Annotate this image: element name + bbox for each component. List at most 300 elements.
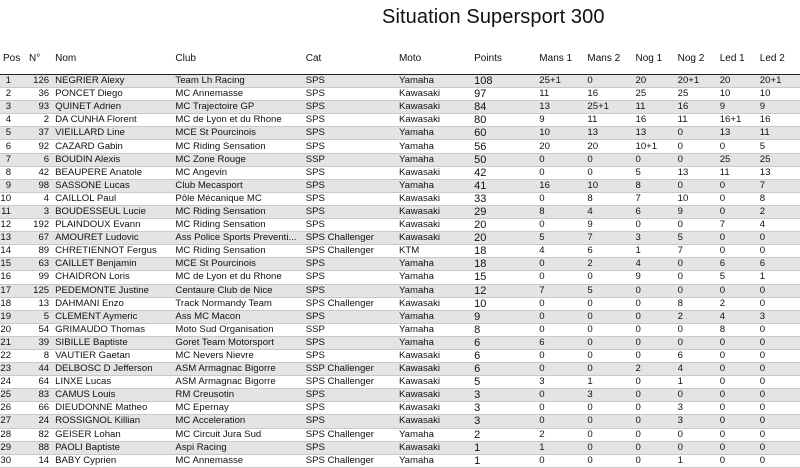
cell-mans1: 11 [539, 88, 587, 101]
cell-nog2: 0 [678, 127, 720, 140]
page-title: Situation Supersport 300 [382, 6, 605, 28]
cell-club: MC Riding Sensation [175, 140, 305, 153]
cell-mans1: 0 [539, 389, 587, 402]
table-row [0, 127, 800, 140]
cell-club: ASM Armagnac Bigorre [175, 363, 305, 376]
cell-pos: 13 [0, 232, 15, 245]
cell-led2: 20+1 [760, 75, 800, 88]
cell-led1: 13 [720, 127, 760, 140]
cell-club: Aspi Racing [175, 441, 305, 454]
table-row [0, 454, 800, 467]
cell-moto: Yamaha [399, 258, 474, 271]
cell-mans1: 25+1 [539, 75, 587, 88]
cell-num: 3 [15, 205, 53, 218]
cell-nog1: 0 [636, 376, 678, 389]
cell-mans2: 16 [587, 88, 635, 101]
cell-pos: 6 [0, 140, 15, 153]
cell-led2: 0 [760, 402, 800, 415]
cell-name: CAILLET Benjamin [53, 258, 175, 271]
table-row [0, 101, 800, 114]
cell-mans1: 1 [539, 441, 587, 454]
table-row [0, 192, 800, 205]
cell-club: MC Acceleration [175, 415, 305, 428]
cell-nog1: 0 [636, 153, 678, 166]
header-rule [0, 64, 800, 75]
cell-num: 89 [15, 245, 53, 258]
cell-cat: SPS [306, 271, 399, 284]
cell-led1: 0 [720, 389, 760, 402]
cell-mans2: 0 [587, 428, 635, 441]
cell-name: PONCET Diego [53, 88, 175, 101]
cell-mans2: 5 [587, 284, 635, 297]
cell-moto: Kawasaki [399, 389, 474, 402]
cell-name: CLEMENT Aymeric [53, 310, 175, 323]
cell-led1: 0 [720, 415, 760, 428]
cell-points: 3 [474, 415, 539, 428]
cell-club: Team Lh Racing [175, 75, 305, 88]
cell-cat: SPS [306, 75, 399, 88]
cell-cat: SPS Challenger [306, 376, 399, 389]
cell-club: Goret Team Motorsport [175, 336, 305, 349]
cell-name: PLAINDOUX Evann [53, 219, 175, 232]
cell-mans2: 10 [587, 179, 635, 192]
cell-points: 3 [474, 389, 539, 402]
cell-nog1: 11 [636, 101, 678, 114]
cell-num: 8 [15, 349, 53, 362]
cell-mans2: 25+1 [587, 101, 635, 114]
cell-club: Ass MC Macon [175, 310, 305, 323]
cell-mans2: 0 [587, 336, 635, 349]
table-row [0, 75, 800, 88]
cell-club: MCE St Pourcinois [175, 127, 305, 140]
cell-name: DAHMANI Enzo [53, 297, 175, 310]
cell-cat: SPS [306, 284, 399, 297]
cell-mans1: 16 [539, 179, 587, 192]
cell-cat: SPS [306, 402, 399, 415]
cell-num: 192 [15, 219, 53, 232]
cell-cat: SPS [306, 389, 399, 402]
cell-led1: 25 [720, 153, 760, 166]
cell-nog2: 16 [678, 101, 720, 114]
cell-mans2: 6 [587, 245, 635, 258]
cell-points: 8 [474, 323, 539, 336]
cell-name: BOUDESSEUL Lucie [53, 205, 175, 218]
cell-cat: SPS [306, 114, 399, 127]
cell-name: NEGRIER Alexy [53, 75, 175, 88]
cell-cat: SPS [306, 179, 399, 192]
cell-nog1: 3 [636, 232, 678, 245]
cell-num: 92 [15, 140, 53, 153]
cell-mans2: 9 [587, 219, 635, 232]
cell-nog1: 0 [636, 297, 678, 310]
cell-nog2: 3 [678, 402, 720, 415]
cell-points: 1 [474, 454, 539, 467]
cell-points: 20 [474, 232, 539, 245]
cell-pos: 7 [0, 153, 15, 166]
cell-led1: 0 [720, 454, 760, 467]
cell-num: 4 [15, 192, 53, 205]
cell-pos: 23 [0, 363, 15, 376]
cell-mans1: 2 [539, 428, 587, 441]
table-row [0, 284, 800, 297]
cell-points: 12 [474, 284, 539, 297]
cell-nog2: 9 [678, 205, 720, 218]
cell-moto: Yamaha [399, 323, 474, 336]
cell-nog2: 8 [678, 297, 720, 310]
cell-name: QUINET Adrien [53, 101, 175, 114]
cell-led2: 0 [760, 389, 800, 402]
cell-moto: Kawasaki [399, 219, 474, 232]
cell-mans1: 0 [539, 415, 587, 428]
table-row [0, 205, 800, 218]
cell-nog1: 16 [636, 114, 678, 127]
cell-pos: 27 [0, 415, 15, 428]
table-row [0, 363, 800, 376]
cell-mans2: 0 [587, 310, 635, 323]
table-row [0, 402, 800, 415]
cell-num: 83 [15, 389, 53, 402]
cell-pos: 25 [0, 389, 15, 402]
table-row [0, 349, 800, 362]
cell-moto: Kawasaki [399, 402, 474, 415]
cell-led1: 11 [720, 166, 760, 179]
cell-mans2: 0 [587, 349, 635, 362]
cell-num: 36 [15, 88, 53, 101]
cell-led2: 0 [760, 441, 800, 454]
cell-led2: 0 [760, 323, 800, 336]
cell-led1: 7 [720, 219, 760, 232]
cell-led2: 0 [760, 245, 800, 258]
header-points: Points [474, 53, 502, 64]
table-row [0, 114, 800, 127]
table-row [0, 219, 800, 232]
cell-moto: Kawasaki [399, 297, 474, 310]
cell-nog1: 5 [636, 166, 678, 179]
cell-num: 98 [15, 179, 53, 192]
table-row [0, 428, 800, 441]
cell-nog2: 0 [678, 258, 720, 271]
cell-num: 24 [15, 415, 53, 428]
cell-moto: KTM [399, 245, 474, 258]
header-cat: Cat [305, 53, 322, 64]
cell-nog2: 3 [678, 415, 720, 428]
cell-moto: Kawasaki [399, 232, 474, 245]
cell-nog1: 4 [636, 258, 678, 271]
cell-club: Pôle Mécanique MC [175, 192, 305, 205]
cell-points: 3 [474, 402, 539, 415]
cell-mans2: 4 [587, 205, 635, 218]
cell-name: AMOURET Ludovic [53, 232, 175, 245]
cell-led1: 0 [720, 205, 760, 218]
cell-num: 64 [15, 376, 53, 389]
cell-nog2: 0 [678, 336, 720, 349]
cell-club: MC Angevin [175, 166, 305, 179]
cell-cat: SSP [306, 153, 399, 166]
cell-club: MC Nevers Nievre [175, 349, 305, 362]
cell-cat: SSP Challenger [306, 363, 399, 376]
cell-moto: Kawasaki [399, 349, 474, 362]
table-row [0, 389, 800, 402]
cell-led2: 0 [760, 428, 800, 441]
table-body [0, 75, 800, 468]
table-row [0, 297, 800, 310]
cell-nog2: 0 [678, 389, 720, 402]
cell-moto: Kawasaki [399, 205, 474, 218]
cell-cat: SPS [306, 258, 399, 271]
cell-name: VAUTIER Gaetan [53, 349, 175, 362]
cell-pos: 14 [0, 245, 15, 258]
cell-cat: SPS [306, 205, 399, 218]
cell-nog2: 10 [678, 192, 720, 205]
cell-nog1: 0 [636, 441, 678, 454]
header-nog1: Nog 1 [635, 53, 663, 64]
cell-club: RM Creusotin [175, 389, 305, 402]
cell-num: 44 [15, 363, 53, 376]
cell-club: MC de Lyon et du Rhone [175, 271, 305, 284]
cell-num: 67 [15, 232, 53, 245]
cell-mans2: 0 [587, 75, 635, 88]
cell-led2: 0 [760, 232, 800, 245]
cell-points: 10 [474, 297, 539, 310]
cell-points: 18 [474, 258, 539, 271]
cell-moto: Yamaha [399, 284, 474, 297]
cell-points: 1 [474, 441, 539, 454]
cell-nog2: 5 [678, 232, 720, 245]
cell-led1: 4 [720, 310, 760, 323]
cell-points: 80 [474, 114, 539, 127]
cell-mans1: 4 [539, 245, 587, 258]
header-pos: Pos [3, 53, 21, 64]
cell-num: 5 [15, 310, 53, 323]
cell-mans1: 0 [539, 192, 587, 205]
cell-led1: 5 [720, 271, 760, 284]
cell-nog1: 0 [636, 219, 678, 232]
cell-moto: Yamaha [399, 140, 474, 153]
cell-moto: Yamaha [399, 127, 474, 140]
table-header-row [0, 49, 800, 64]
cell-moto: Kawasaki [399, 101, 474, 114]
cell-mans2: 3 [587, 389, 635, 402]
cell-led2: 25 [760, 153, 800, 166]
cell-nog1: 0 [636, 389, 678, 402]
cell-points: 41 [474, 179, 539, 192]
cell-mans2: 0 [587, 297, 635, 310]
cell-num: 2 [15, 114, 53, 127]
cell-mans2: 0 [587, 323, 635, 336]
cell-club: MCE St Pourcinois [175, 258, 305, 271]
cell-points: 18 [474, 245, 539, 258]
cell-nog2: 4 [678, 363, 720, 376]
cell-nog2: 0 [678, 179, 720, 192]
cell-pos: 26 [0, 402, 15, 415]
cell-num: 39 [15, 336, 53, 349]
cell-nog2: 1 [678, 454, 720, 467]
table-row [0, 310, 800, 323]
cell-mans2: 0 [587, 363, 635, 376]
table-row [0, 415, 800, 428]
cell-nog2: 6 [678, 349, 720, 362]
cell-name: DA CUNHA Florent [53, 114, 175, 127]
cell-led2: 5 [760, 140, 800, 153]
cell-nog2: 13 [678, 166, 720, 179]
cell-mans2: 0 [587, 454, 635, 467]
cell-led1: 0 [720, 140, 760, 153]
cell-nog1: 2 [636, 363, 678, 376]
cell-name: VIEILLARD Line [53, 127, 175, 140]
cell-cat: SPS [306, 336, 399, 349]
cell-name: DELBOSC D Jefferson [53, 363, 175, 376]
cell-led2: 11 [760, 127, 800, 140]
cell-pos: 18 [0, 297, 15, 310]
cell-cat: SPS [306, 310, 399, 323]
cell-led2: 13 [760, 166, 800, 179]
cell-points: 2 [474, 428, 539, 441]
cell-mans1: 13 [539, 101, 587, 114]
header-led2: Led 2 [759, 53, 785, 64]
cell-moto: Yamaha [399, 454, 474, 467]
cell-moto: Kawasaki [399, 441, 474, 454]
cell-nog1: 0 [636, 454, 678, 467]
cell-moto: Kawasaki [399, 415, 474, 428]
cell-nog1: 1 [636, 245, 678, 258]
cell-pos: 11 [0, 205, 15, 218]
table-row [0, 376, 800, 389]
cell-pos: 10 [0, 192, 15, 205]
cell-nog1: 9 [636, 271, 678, 284]
cell-led1: 2 [720, 297, 760, 310]
cell-mans2: 11 [587, 114, 635, 127]
cell-mans2: 0 [587, 153, 635, 166]
cell-led2: 0 [760, 297, 800, 310]
cell-club: MC Epernay [175, 402, 305, 415]
cell-led2: 9 [760, 101, 800, 114]
cell-mans2: 2 [587, 258, 635, 271]
cell-moto: Kawasaki [399, 363, 474, 376]
cell-led2: 0 [760, 284, 800, 297]
cell-points: 20 [474, 219, 539, 232]
cell-mans1: 0 [539, 166, 587, 179]
cell-led1: 0 [720, 349, 760, 362]
cell-mans1: 0 [539, 271, 587, 284]
cell-pos: 2 [0, 88, 15, 101]
cell-cat: SPS [306, 127, 399, 140]
cell-club: ASM Armagnac Bigorre [175, 376, 305, 389]
cell-mans1: 0 [539, 153, 587, 166]
table-row [0, 245, 800, 258]
cell-moto: Kawasaki [399, 114, 474, 127]
cell-points: 29 [474, 205, 539, 218]
cell-name: SASSONE Lucas [53, 179, 175, 192]
cell-cat: SPS [306, 349, 399, 362]
cell-points: 108 [474, 75, 539, 88]
cell-mans1: 6 [539, 336, 587, 349]
cell-pos: 5 [0, 127, 15, 140]
cell-points: 42 [474, 166, 539, 179]
cell-led2: 16 [760, 114, 800, 127]
cell-moto: Kawasaki [399, 88, 474, 101]
cell-pos: 1 [0, 75, 15, 88]
header-divider [0, 64, 800, 75]
cell-led1: 0 [720, 441, 760, 454]
cell-mans1: 0 [539, 349, 587, 362]
cell-cat: SPS Challenger [306, 232, 399, 245]
cell-led1: 10 [720, 88, 760, 101]
cell-club: MC Riding Sensation [175, 219, 305, 232]
cell-points: 60 [474, 127, 539, 140]
cell-led2: 0 [760, 363, 800, 376]
cell-nog1: 10+1 [636, 140, 678, 153]
cell-points: 5 [474, 376, 539, 389]
cell-cat: SPS Challenger [306, 454, 399, 467]
cell-club: MC Riding Sensation [175, 245, 305, 258]
cell-moto: Yamaha [399, 310, 474, 323]
cell-moto: Yamaha [399, 428, 474, 441]
cell-mans2: 7 [587, 232, 635, 245]
cell-name: PAOLI Baptiste [53, 441, 175, 454]
cell-num: 125 [15, 284, 53, 297]
cell-num: 82 [15, 428, 53, 441]
table-row [0, 232, 800, 245]
cell-name: CAILLOL Paul [53, 192, 175, 205]
cell-led1: 0 [720, 179, 760, 192]
cell-moto: Yamaha [399, 75, 474, 88]
cell-nog1: 0 [636, 284, 678, 297]
cell-club: Track Normandy Team [175, 297, 305, 310]
cell-nog1: 0 [636, 349, 678, 362]
cell-num: 54 [15, 323, 53, 336]
cell-pos: 17 [0, 284, 15, 297]
cell-club: MC Zone Rouge [175, 153, 305, 166]
cell-nog2: 7 [678, 245, 720, 258]
header-moto: Moto [398, 53, 422, 64]
cell-led1: 8 [720, 323, 760, 336]
cell-club: MC de Lyon et du Rhone [175, 114, 305, 127]
table-row [0, 166, 800, 179]
header-led1: Led 1 [719, 53, 745, 64]
cell-pos: 8 [0, 166, 15, 179]
header-name: Nom [55, 53, 77, 64]
cell-led1: 16+1 [720, 114, 760, 127]
cell-led1: 6 [720, 258, 760, 271]
cell-led2: 2 [760, 205, 800, 218]
cell-pos: 4 [0, 114, 15, 127]
table-row [0, 271, 800, 284]
cell-club: Moto Sud Organisation [175, 323, 305, 336]
cell-club: Centaure Club de Nice [175, 284, 305, 297]
cell-nog1: 0 [636, 415, 678, 428]
cell-pos: 20 [0, 323, 15, 336]
table-row [0, 153, 800, 166]
cell-mans2: 20 [587, 140, 635, 153]
cell-num: 93 [15, 101, 53, 114]
cell-led2: 0 [760, 376, 800, 389]
cell-club: MC Trajectoire GP [175, 101, 305, 114]
cell-led2: 3 [760, 310, 800, 323]
cell-cat: SPS [306, 166, 399, 179]
cell-pos: 15 [0, 258, 15, 271]
header-nog2: Nog 2 [677, 53, 705, 64]
cell-led2: 0 [760, 349, 800, 362]
cell-mans1: 0 [539, 402, 587, 415]
cell-cat: SPS Challenger [306, 245, 399, 258]
cell-num: 6 [15, 153, 53, 166]
cell-led2: 7 [760, 179, 800, 192]
cell-mans1: 0 [539, 363, 587, 376]
cell-name: CAMUS Louis [53, 389, 175, 402]
cell-moto: Kawasaki [399, 376, 474, 389]
cell-led2: 8 [760, 192, 800, 205]
cell-nog2: 0 [678, 428, 720, 441]
